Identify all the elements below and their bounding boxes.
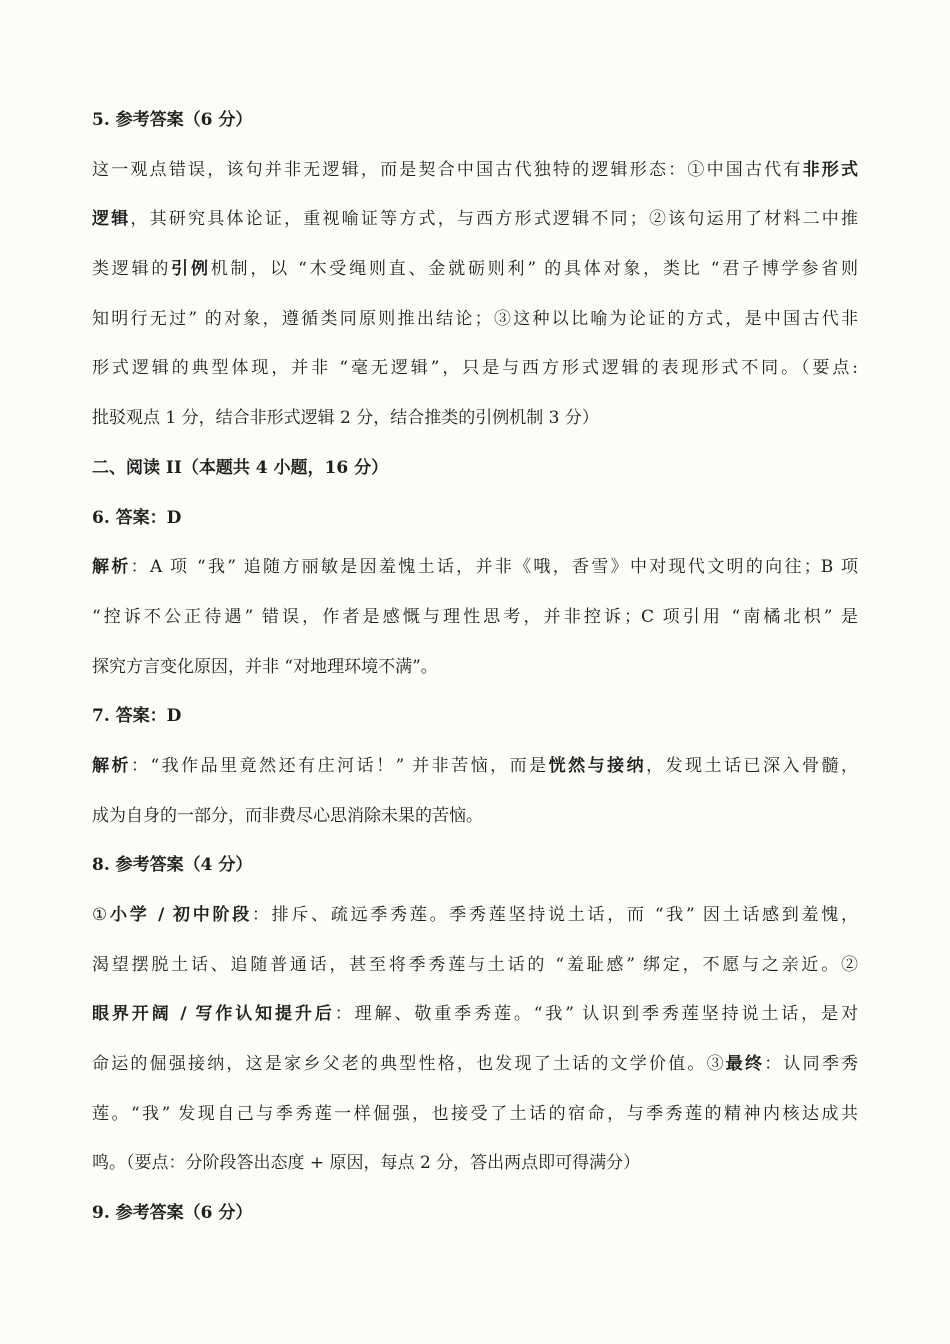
q8-line-4: 命运的倔强接纳，这是家乡父老的典型性格，也发现了土话的文学价值。③最终：认同季秀 bbox=[92, 1054, 858, 1075]
q5-line-5: 形式逻辑的典型体现，并非 “毫无逻辑”，只是与西方形式逻辑的表现形式不同。（要点: bbox=[92, 358, 858, 379]
q7-line-1: 解析：“我作品里竟然还有庄河话！” 并非苦恼，而是恍然与接纳，发现土话已深入骨髓， bbox=[92, 755, 858, 776]
q6-heading: 6. 答案：D bbox=[92, 507, 182, 528]
q8-heading: 8. 参考答案（4 分） bbox=[92, 855, 253, 876]
q5-heading: 5. 参考答案（6 分） bbox=[92, 110, 253, 130]
q5-line-4: 知明行无过” 的对象，遵循类同原则推出结论；③这种以比喻为论证的方式，是中国古代非 bbox=[92, 308, 858, 329]
q5-line-6: 批驳观点 1 分，结合非形式逻辑 2 分，结合推类的引例机制 3 分） bbox=[92, 408, 599, 429]
q7-heading: 7. 答案：D bbox=[92, 706, 182, 727]
q7-line-2: 成为自身的一部分，而非费尽心思消除未果的苦恼。 bbox=[92, 805, 483, 826]
q5-line-1: 这一观点错误，该句并非无逻辑，而是契合中国古代独特的逻辑形态：①中国古代有非形式 bbox=[92, 159, 858, 180]
q6-line-3: 探究方言变化原因，并非 “对地理环境不满”。 bbox=[92, 656, 438, 677]
q6-line-1: 解析：A 项 “我” 追随方丽敏是因羞愧土话，并非《哦，香雪》中对现代文明的向往；B 项 bbox=[92, 557, 858, 578]
q8-line-5: 莲。“我” 发现自己与季秀莲一样倔强，也接受了土话的宿命，与季秀莲的精神内核达成共 bbox=[92, 1103, 858, 1124]
q6-line-2: “控诉不公正待遇” 错误，作者是感慨与理性思考，并非控诉；C 项引用 “南橘北枳” 是 bbox=[92, 606, 858, 627]
section-2-heading: 二、阅读 II（本题共 4 小题，16 分） bbox=[92, 457, 389, 478]
q8-line-1: ①小学 / 初中阶段：排斥、疏远季秀莲。季秀莲坚持说土话，而 “我” 因土话感到羞愧， bbox=[92, 905, 858, 925]
q8-line-3: 眼界开阔 / 写作认知提升后：理解、敬重季秀莲。“我” 认识到季秀莲坚持说土话，是对 bbox=[92, 1004, 858, 1025]
q5-line-2: 逻辑，其研究具体论证，重视喻证等方式，与西方形式逻辑不同；②该句运用了材料二中推 bbox=[92, 209, 858, 230]
q8-line-2: 渴望摆脱土话、追随普通话，甚至将季秀莲与土话的 “羞耻感” 绑定，不愿与之亲近。② bbox=[92, 954, 858, 975]
q5-line-3: 类逻辑的引例机制，以 “木受绳则直、金就砺则利” 的具体对象，类比 “君子博学参省则 bbox=[92, 259, 858, 280]
q8-line-6: 鸣。（要点：分阶段答出态度 + 原因，每点 2 分，答出两点即可得满分） bbox=[92, 1153, 641, 1174]
q9-heading: 9. 参考答案（6 分） bbox=[92, 1203, 253, 1224]
